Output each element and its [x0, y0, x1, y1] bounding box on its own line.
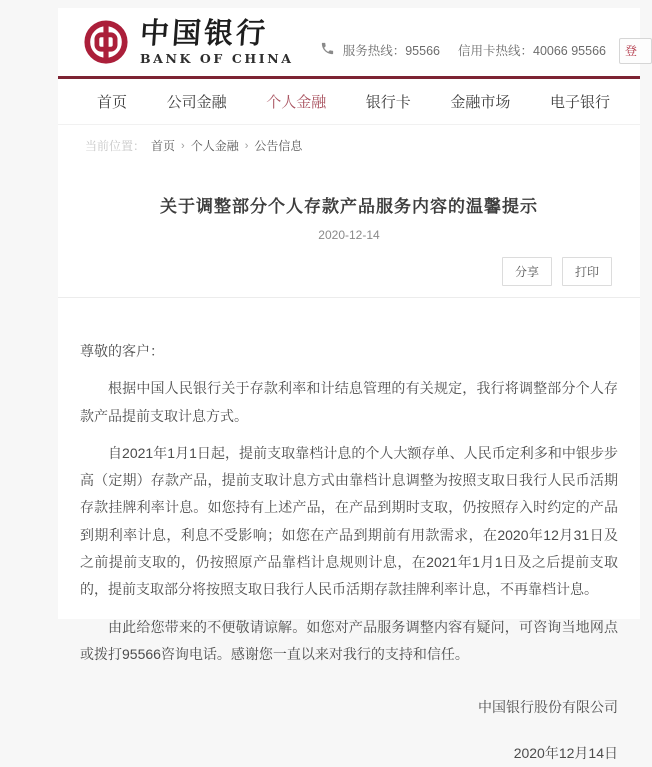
signature-date: 2020年12月14日: [513, 744, 618, 761]
nav-item-corporate-banking[interactable]: 公司金融: [166, 94, 227, 111]
breadcrumb-prefix: 当前位置：: [85, 139, 146, 153]
signature-block: [80, 694, 618, 767]
nav-item-bank-cards[interactable]: 银行卡: [365, 94, 411, 111]
main-nav: [58, 79, 640, 125]
article-body: [58, 298, 640, 767]
boc-emblem-icon: [83, 19, 129, 65]
breadcrumb-separator-icon: ›: [244, 139, 249, 152]
phone-icon: [320, 41, 335, 59]
print-button[interactable]: 打印: [562, 257, 612, 286]
nav-item-financial-markets[interactable]: 金融市场: [450, 94, 511, 111]
breadcrumb-announcements[interactable]: 公告信息: [254, 139, 303, 153]
service-hotline: 服务热线：95566: [342, 44, 440, 58]
breadcrumb-personal-banking[interactable]: 个人金融: [190, 139, 239, 153]
bank-logo[interactable]: [83, 15, 294, 66]
article-title: 关于调整部分个人存款产品服务内容的温馨提示: [160, 197, 538, 216]
paragraph: 根据中国人民银行关于存款利率和计结息管理的有关规定，我行将调整部分个人存款产品提前支取计息方式。: [80, 380, 618, 424]
nav-item-home[interactable]: 首页: [97, 94, 128, 111]
brand-name-english: BANK OF CHINA: [140, 50, 294, 66]
hotline-bar: [320, 41, 606, 59]
salutation: 尊敬的客户：: [80, 343, 164, 359]
nav-item-e-banking[interactable]: 电子银行: [549, 94, 610, 111]
credit-card-hotline: 信用卡热线：40066 95566: [458, 44, 606, 58]
breadcrumb-separator-icon: ›: [181, 139, 185, 152]
paragraph: 由此给您带来的不便敬请谅解。如您对产品服务调整内容有疑问，可咨询当地网点或拨打95566咨询电话。感谢您一直以来对我行的支持和信任。: [80, 618, 618, 662]
share-button[interactable]: 分享: [502, 257, 552, 286]
article-actions: [58, 257, 612, 286]
nav-item-personal-banking[interactable]: 个人金融: [266, 94, 327, 111]
article-date: 2020-12-14: [318, 228, 380, 242]
brand-name-chinese: 中国银行: [138, 15, 270, 50]
site-header: [58, 8, 640, 76]
edge-cutoff-button[interactable]: 登: [619, 38, 652, 64]
breadcrumb: [58, 137, 640, 154]
page-container: [58, 8, 640, 761]
signature-company: 中国银行股份有限公司: [478, 699, 618, 716]
paragraph: 自2021年1月1日起，提前支取靠档计息的个人大额存单、人民币定利多和中银步步高（定期）存款产品，提前支取计息方式由靠档计息调整为按照支取日我行人民币活期存款挂牌利率计息。如您持有上述产品，在产品到期时支取，仍按照存入时约定的产品到期利率计息，利息不受影响；如您在产品到期前有用款需求，在2020年12月31日及之前提前支取的，仍按照原产品靠档计息规则计息，在2021年1月1日及之后提前支取的，提前支取部分将按照支取日我行人民币活期存款挂牌利率计息，不再靠档计息。: [80, 444, 618, 598]
breadcrumb-home[interactable]: 首页: [151, 139, 176, 153]
